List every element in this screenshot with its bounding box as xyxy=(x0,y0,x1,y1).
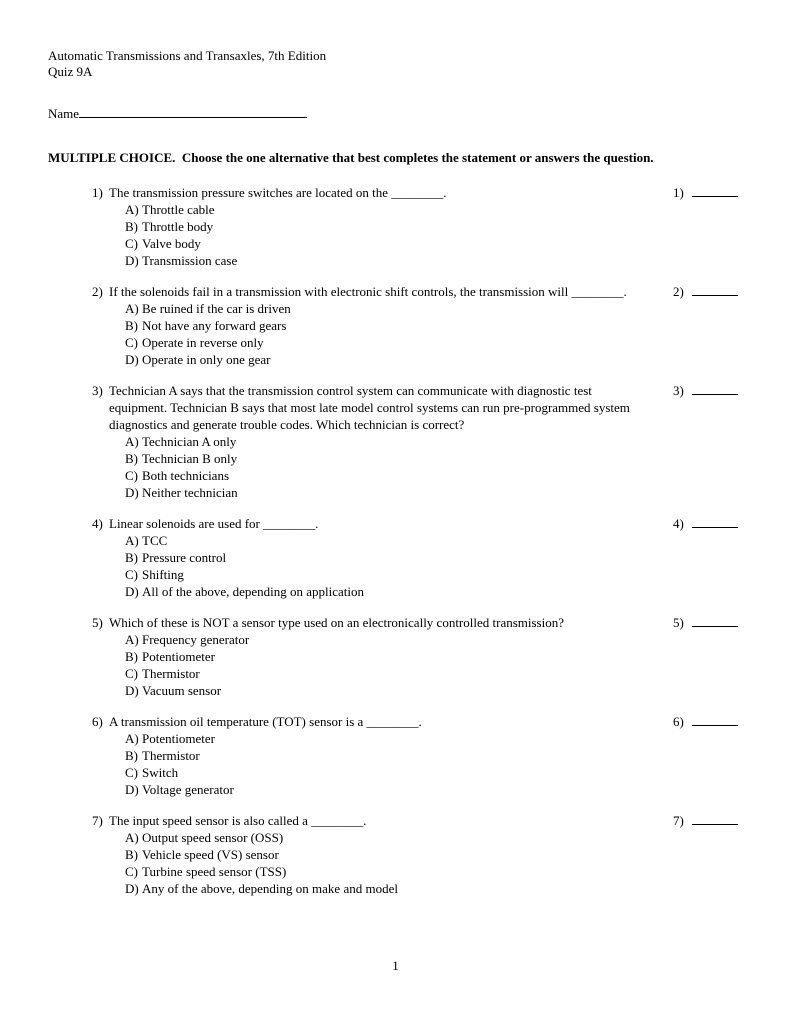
answer-cell xyxy=(673,713,745,730)
option xyxy=(125,880,649,897)
question-main xyxy=(92,283,673,368)
answer-cell xyxy=(673,614,745,631)
question-head xyxy=(92,515,649,532)
option-text: Neither technician xyxy=(142,485,238,500)
option-text: Transmission case xyxy=(142,253,238,268)
quiz-label: Quiz 9A xyxy=(48,64,93,79)
option-letter: D) xyxy=(125,683,139,698)
question-text: Linear solenoids are used for ________. xyxy=(109,516,319,531)
question-number: 3) xyxy=(92,383,103,398)
option-text: Voltage generator xyxy=(142,782,234,797)
question-main xyxy=(92,382,673,501)
option-letter: B) xyxy=(125,219,138,234)
option-text: Be ruined if the car is driven xyxy=(142,301,291,316)
options-list xyxy=(125,631,649,699)
question-text: Which of these is NOT a sensor type used on an electronically controlled transmission? xyxy=(109,615,564,630)
answer-cell xyxy=(673,812,745,829)
option xyxy=(125,450,649,467)
question-number: 4) xyxy=(92,516,103,531)
question-number: 1) xyxy=(92,185,103,200)
option xyxy=(125,351,649,368)
question-main xyxy=(92,713,673,798)
option-text: Thermistor xyxy=(142,666,200,681)
answer-number: 1) xyxy=(673,185,684,200)
document-header xyxy=(48,48,745,80)
option-text: TCC xyxy=(142,533,168,548)
option-letter: D) xyxy=(125,352,139,367)
option-letter: A) xyxy=(125,830,139,845)
option xyxy=(125,467,649,484)
answer-blank-line xyxy=(692,615,738,627)
answer-number: 3) xyxy=(673,383,684,398)
option-text: Potentiometer xyxy=(142,731,215,746)
option-text: Potentiometer xyxy=(142,649,215,664)
option xyxy=(125,730,649,747)
option xyxy=(125,218,649,235)
option xyxy=(125,235,649,252)
question-main xyxy=(92,614,673,699)
section-heading: MULTIPLE CHOICE. Choose the one alternative that best completes the statement or answers the question. xyxy=(48,150,654,165)
option xyxy=(125,648,649,665)
option xyxy=(125,549,649,566)
option-letter: D) xyxy=(125,485,139,500)
option-letter: D) xyxy=(125,782,139,797)
options-list xyxy=(125,433,649,501)
question-text: If the solenoids fail in a transmission with electronic shift controls, the transmission will ________. xyxy=(109,284,627,299)
question xyxy=(92,515,745,600)
option-letter: A) xyxy=(125,731,139,746)
option xyxy=(125,863,649,880)
option-letter: B) xyxy=(125,550,138,565)
question-number: 7) xyxy=(92,813,103,828)
option-letter: A) xyxy=(125,632,139,647)
option xyxy=(125,781,649,798)
option-text: Vehicle speed (VS) sensor xyxy=(142,847,279,862)
option-letter: B) xyxy=(125,318,138,333)
options-list xyxy=(125,730,649,798)
name-label: Name xyxy=(48,106,80,121)
question-text: A transmission oil temperature (TOT) sensor is a ________. xyxy=(109,714,422,729)
option-text: Frequency generator xyxy=(142,632,250,647)
options-list xyxy=(125,532,649,600)
page-number: 1 xyxy=(392,958,399,973)
option-letter: C) xyxy=(125,567,138,582)
answer-blank-line xyxy=(692,714,738,726)
questions-list xyxy=(92,184,745,897)
option xyxy=(125,764,649,781)
option-text: Switch xyxy=(142,765,179,780)
question xyxy=(92,184,745,269)
option-text: Any of the above, depending on make and model xyxy=(142,881,398,896)
option-letter: B) xyxy=(125,847,138,862)
option-letter: C) xyxy=(125,765,138,780)
option-text: All of the above, depending on application xyxy=(142,584,365,599)
option-text: Technician B only xyxy=(142,451,238,466)
option-text: Valve body xyxy=(142,236,201,251)
options-list xyxy=(125,300,649,368)
option-text: Technician A only xyxy=(142,434,237,449)
option-text: Operate in reverse only xyxy=(142,335,264,350)
option-letter: A) xyxy=(125,202,139,217)
option-text: Shifting xyxy=(142,567,184,582)
question-head xyxy=(92,283,649,300)
option xyxy=(125,201,649,218)
option xyxy=(125,566,649,583)
option xyxy=(125,532,649,549)
option xyxy=(125,583,649,600)
option-letter: D) xyxy=(125,881,139,896)
option xyxy=(125,682,649,699)
question-head xyxy=(92,382,649,433)
question-head xyxy=(92,184,649,201)
question-text: The input speed sensor is also called a ________. xyxy=(109,813,367,828)
question-head xyxy=(92,812,649,829)
question-head xyxy=(92,614,649,631)
option-letter: C) xyxy=(125,335,138,350)
option-letter: B) xyxy=(125,748,138,763)
question xyxy=(92,812,745,897)
option xyxy=(125,665,649,682)
option xyxy=(125,334,649,351)
question-main xyxy=(92,515,673,600)
option-text: Throttle cable xyxy=(142,202,215,217)
answer-cell xyxy=(673,515,745,532)
option-text: Turbine speed sensor (TSS) xyxy=(142,864,287,879)
question-number: 6) xyxy=(92,714,103,729)
question-head xyxy=(92,713,649,730)
option xyxy=(125,747,649,764)
option-text: Operate in only one gear xyxy=(142,352,271,367)
option xyxy=(125,484,649,501)
answer-cell xyxy=(673,184,745,201)
question-main xyxy=(92,812,673,897)
question-number: 5) xyxy=(92,615,103,630)
options-list xyxy=(125,829,649,897)
question xyxy=(92,713,745,798)
option-letter: D) xyxy=(125,584,139,599)
option-letter: C) xyxy=(125,864,138,879)
option-letter: A) xyxy=(125,533,139,548)
answer-blank-line xyxy=(692,516,738,528)
answer-blank-line xyxy=(692,813,738,825)
option-text: Output speed sensor (OSS) xyxy=(142,830,284,845)
option-letter: C) xyxy=(125,666,138,681)
option xyxy=(125,252,649,269)
option-text: Thermistor xyxy=(142,748,200,763)
question xyxy=(92,614,745,699)
answer-number: 2) xyxy=(673,284,684,299)
option-letter: C) xyxy=(125,468,138,483)
option-text: Pressure control xyxy=(142,550,227,565)
answer-blank-line xyxy=(692,185,738,197)
question-text: The transmission pressure switches are located on the ________. xyxy=(109,185,447,200)
option xyxy=(125,433,649,450)
answer-number: 5) xyxy=(673,615,684,630)
option-text: Not have any forward gears xyxy=(142,318,287,333)
option xyxy=(125,300,649,317)
option xyxy=(125,846,649,863)
option xyxy=(125,317,649,334)
options-list xyxy=(125,201,649,269)
answer-cell xyxy=(673,382,745,399)
option-letter: A) xyxy=(125,301,139,316)
option xyxy=(125,829,649,846)
document-title: Automatic Transmissions and Transaxles, 7th Edition xyxy=(48,48,327,63)
option-letter: C) xyxy=(125,236,138,251)
question-text: Technician A says that the transmission control system can communicate with diagnostic test equipment. Technician B says that most late model control systems can run pre-programmed system diagnostics and generate trouble codes. Which technician is correct? xyxy=(109,383,630,432)
answer-number: 6) xyxy=(673,714,684,729)
question xyxy=(92,382,745,501)
option-letter: B) xyxy=(125,649,138,664)
option-letter: D) xyxy=(125,253,139,268)
option-text: Both technicians xyxy=(142,468,230,483)
option xyxy=(125,631,649,648)
option-text: Vacuum sensor xyxy=(142,683,222,698)
question-number: 2) xyxy=(92,284,103,299)
name-blank-line xyxy=(79,105,307,118)
question xyxy=(92,283,745,368)
question-main xyxy=(92,184,673,269)
option-letter: A) xyxy=(125,434,139,449)
answer-number: 4) xyxy=(673,516,684,531)
answer-blank-line xyxy=(692,383,738,395)
answer-cell xyxy=(673,283,745,300)
answer-number: 7) xyxy=(673,813,684,828)
answer-blank-line xyxy=(692,284,738,296)
option-letter: B) xyxy=(125,451,138,466)
name-row xyxy=(48,105,745,122)
option-text: Throttle body xyxy=(142,219,214,234)
